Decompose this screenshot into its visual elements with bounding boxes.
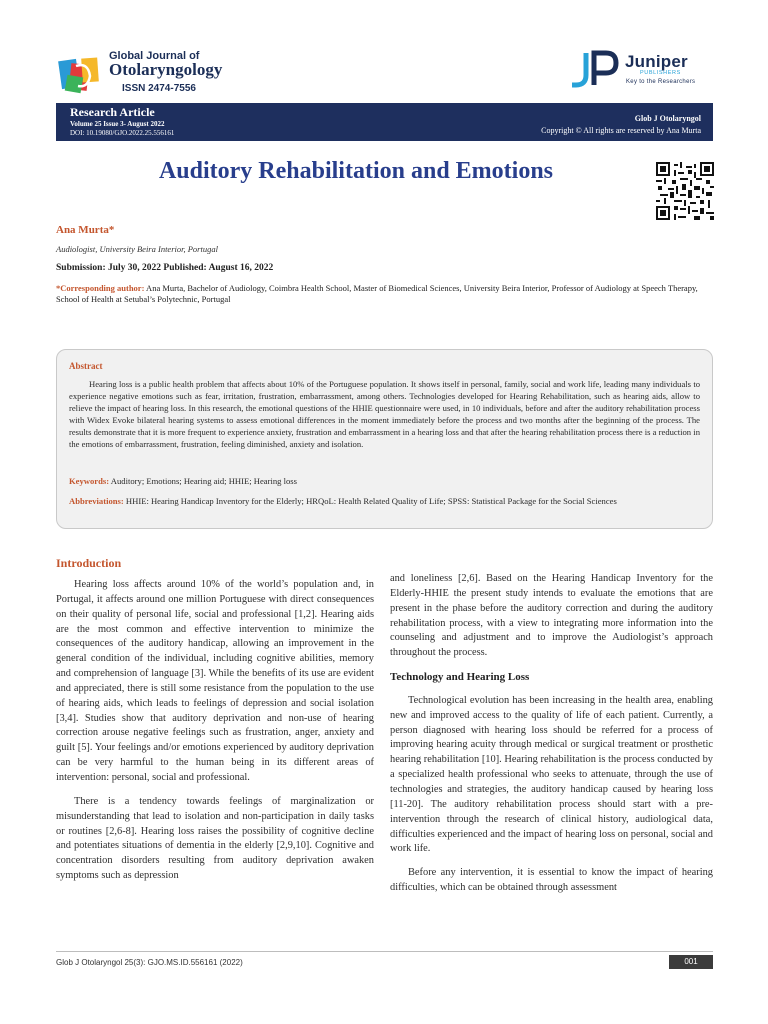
introduction-heading: Introduction xyxy=(56,556,122,570)
body-paragraph: Technological evolution has been increasing in the health area, enabling new and improved access to the quality of life of each patient. Currently, a person diagnosed with hearing loss should be referred for a process of improving hearing acuity through medical or surgical treatment or prosthetic hearing rehabilitation [10]. Hearing rehabilitation is the process conducted by a specialized health professional who seeks to attenuate, through the use of technologies and strategies, the auditory handicap caused by hearing loss [11-20]. The auditory rehabilitation process should start with a pre-intervention through the research of clinical history, audiological data, difficulties experienced and the impact of hearing loss on personal, social and work life. xyxy=(390,694,713,855)
abbreviations-line xyxy=(69,495,700,507)
article-doi[interactable]: DOI: 10.19080/GJO.2022.25.556161 xyxy=(70,129,175,137)
body-paragraph: Before any intervention, it is essential to know the impact of hearing difficulties, which can be obtained through assessment xyxy=(390,867,713,894)
keywords-text: Auditory; Emotions; Hearing aid; HHIE; Hearing loss xyxy=(109,476,297,486)
abbreviations-text: HHIE: Hearing Handicap Inventory for the Elderly; HRQoL: Health Related Quality of Life; SPSS: Statistical Package for the Social Sciences xyxy=(123,496,617,506)
keywords-label: Keywords: xyxy=(69,476,110,486)
body-paragraph: Hearing loss affects around 10% of the world’s population and, in Portugal, it affects around one million Portuguese with direct consequences on their quality of personal life, social and professional [1,2]. Hearing aids are the most common and effective intervention to minimize the consequences of the auditory handicap, allowing an improvement in the general condition of the individual, including cognitive abilities, memory and comprehension of language [3]. While the benefits of its use are evident and appreciated, there is still some resistance from the population to the use of hearing aids, which leads to feelings of depression and social isolation [3,4]. Studies show that auditory deprivation and non-use of hearing correction arouse negative feelings such as frustration, anger, anxiety and guilt [5]. Your feelings and/or emotions experienced by auditory deprivation can be very harmful to the human being in its different areas of intervention: personal, social and professional. xyxy=(56,579,374,783)
body-paragraph: and loneliness [2,6]. Based on the Hearing Handicap Inventory for the Elderly-HHIE the present study intends to evaluate the emotions that are present in the phase before the auditory correction and during the auditory rehabilitation process, with a view to integrating more information into the counseling and adjustment and to improve the Audiologist’s approach throughout the process. xyxy=(390,573,713,659)
body-left-column xyxy=(56,578,374,893)
corresponding-author xyxy=(56,283,716,305)
article-type: Research Article xyxy=(70,105,155,119)
banner-journal-citation: Glob J Otolaryngol xyxy=(634,114,701,123)
section-heading-technology: Technology and Hearing Loss xyxy=(390,671,530,684)
author-affiliation: Audiologist, University Beira Interior, Portugal xyxy=(56,244,218,254)
banner-copyright: Copyright © All rights are reserved by Ana Murta xyxy=(541,126,701,135)
abbreviations-label: Abbreviations: xyxy=(69,496,124,506)
publisher-subtitle: PUBLISHERS xyxy=(640,70,681,76)
footer-divider xyxy=(56,951,713,952)
corresponding-text: Ana Murta, Bachelor of Audiology, Coimbra Health School, Master of Biomedical Sciences, University Beira Interior, Professor of Audiology at Speech Therapy, School of Health at Setubal’s Polytechnic, Portugal xyxy=(56,283,698,304)
publisher-logo-icon xyxy=(568,49,620,89)
abstract-text: Hearing loss is a public health problem that affects about 10% of the Portuguese population. It shows itself in personal, family, social and work life, leading many individuals to experience negative emotions such as fear, irritation, frustration, embarrassment, among others. Technologies developed for Hearing Rehabilitation, such as hearing aids, allow to relieve the impact of hearing loss. In this research, the emotional questions of the HHIE questionnaire were used, in 10 individuals, before and after the auditory rehabilitation process with Widex Evoke bilateral hearing systems to assess emotional differences in the moment immediately before the process and two months after the beginning of the process. The results demonstrate that it is more frequent to experience anxiety, frustration and embarrassment in a hearing loss and that after the hearing rehabilitation process there is a reduction in the emotions of embarrassment, frustration, feeling diminished, anxiety and isolation. xyxy=(69,379,700,449)
article-volume: Volume 25 Issue 3- August 2022 xyxy=(70,120,165,128)
body-paragraph: There is a tendency towards feelings of marginalization or misunderstanding that lead to isolation and non-participation in daily tasks or routines [2,6-8]. Hearing loss raises the possibility of cognitive decline and potentiates situations of dementia in the elderly [2,9,10]. Cognitive and concentration disorders resulting from auditory deprivation awaken symptoms such as depression xyxy=(56,795,374,882)
article-title: Auditory Rehabilitation and Emotions xyxy=(158,158,554,184)
abstract-box xyxy=(56,349,713,529)
corresponding-label: *Corresponding author: xyxy=(56,283,145,293)
author-name: Ana Murta* xyxy=(56,224,115,236)
journal-name-line2: Otolaryngology xyxy=(109,60,223,79)
publisher-name: Juniper xyxy=(625,52,688,71)
article-banner xyxy=(56,103,713,141)
footer-citation: Glob J Otolaryngol 25(3): GJO.MS.ID.556161 (2022) xyxy=(56,958,243,967)
body-right-column xyxy=(390,572,713,905)
submission-dates: Submission: July 30, 2022 Published: August 16, 2022 xyxy=(56,263,274,273)
abstract-heading: Abstract xyxy=(69,361,103,371)
keywords-line xyxy=(69,476,700,486)
journal-name-line1: Global Journal of xyxy=(109,50,200,62)
journal-issn: ISSN 2474-7556 xyxy=(122,83,196,94)
journal-logo-icon xyxy=(56,54,104,96)
page-number: 001 xyxy=(669,955,713,969)
qr-code-icon[interactable] xyxy=(655,162,715,220)
publisher-tagline: Key to the Researchers xyxy=(626,79,696,85)
